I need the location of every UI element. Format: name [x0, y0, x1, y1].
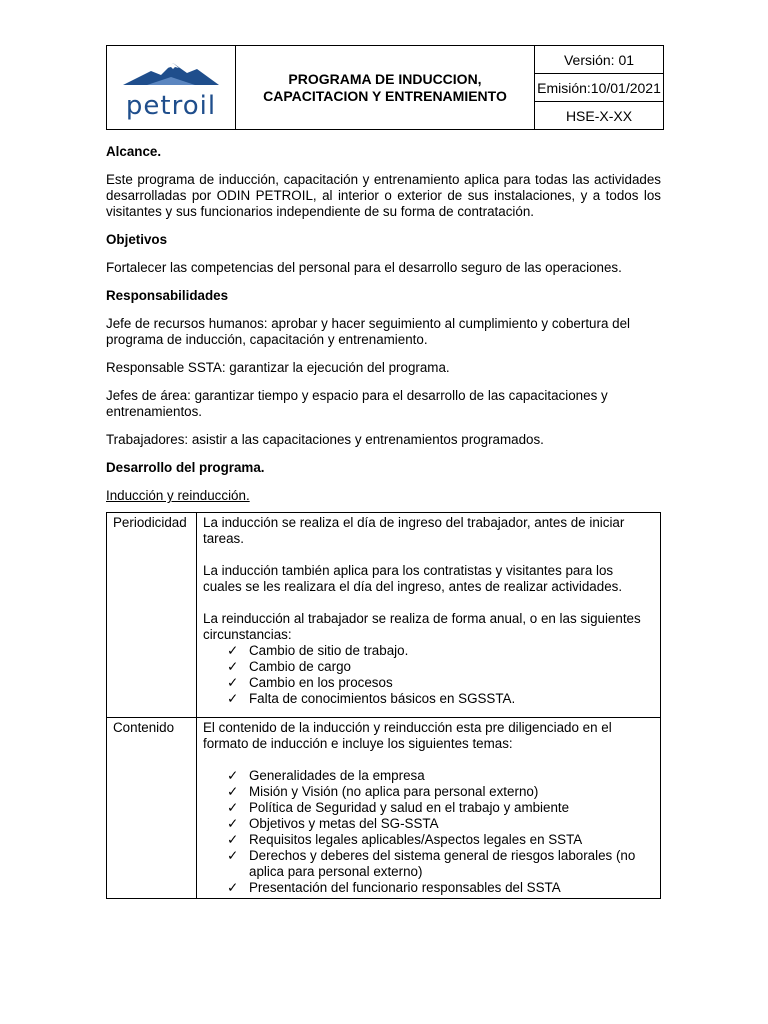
list-item: ✓ Objetivos y metas del SG-SSTA [227, 816, 439, 831]
list-item: ✓ Falta de conocimientos básicos en SGSSTA. [227, 691, 516, 706]
periodicidad-content [197, 513, 661, 718]
check-icon: ✓ [227, 800, 239, 815]
table-row [107, 718, 661, 899]
check-icon: ✓ [227, 832, 239, 847]
periodicidad-list [203, 643, 654, 707]
list-item: ✓ Derechos y deberes del sistema general de riesgos laborales (no aplica para personal externo) [227, 848, 636, 879]
list-item: ✓ Generalidades de la empresa [227, 768, 425, 783]
alcance-heading: Alcance. [106, 144, 162, 159]
objetivos-heading: Objetivos [106, 232, 168, 247]
check-icon: ✓ [227, 880, 239, 895]
list-item: ✓ Cambio de sitio de trabajo. [227, 643, 409, 658]
document-body [106, 144, 661, 899]
periodicidad-p3: La reinducción al trabajador se realiza de forma anual, o en las siguientes circunstancias: [203, 611, 641, 642]
check-icon: ✓ [227, 659, 239, 674]
responsabilidad-rrhh: Jefe de recursos humanos: aprobar y hacer seguimiento al cumplimiento y cobertura del programa de inducción, capacitación y entrenamiento. [106, 316, 630, 347]
periodicidad-p2: La inducción también aplica para los contratistas y visitantes para los cuales se les realizara el día del ingreso, antes de realizar actividades. [203, 563, 623, 594]
check-icon: ✓ [227, 768, 239, 783]
list-item: ✓ Política de Seguridad y salud en el trabajo y ambiente [227, 800, 570, 815]
document-header [106, 45, 664, 130]
contenido-p1: El contenido de la inducción y reinducción esta pre diligenciado en el formato de inducción e incluye los siguientes temas: [203, 720, 612, 751]
check-icon: ✓ [227, 643, 239, 658]
check-icon: ✓ [227, 848, 239, 863]
mountain-icon [121, 59, 221, 89]
logo-cell [107, 46, 236, 130]
contenido-content [197, 718, 661, 899]
code-cell: HSE-X-XX [535, 102, 664, 130]
check-icon: ✓ [227, 691, 239, 706]
periodicidad-label: Periodicidad [107, 513, 197, 718]
list-item: ✓ Requisitos legales aplicables/Aspectos legales en SSTA [227, 832, 583, 847]
contenido-list [203, 768, 654, 896]
periodicidad-p1: La inducción se realiza el día de ingreso del trabajador, antes de iniciar tareas. [203, 515, 625, 546]
list-item: ✓ Cambio en los procesos [227, 675, 393, 690]
document-title: PROGRAMA DE INDUCCION, CAPACITACION Y ENTRENAMIENTO [236, 46, 535, 130]
induccion-subheading: Inducción y reinducción. [106, 488, 250, 503]
list-item: ✓ Cambio de cargo [227, 659, 351, 674]
contenido-label: Contenido [107, 718, 197, 899]
version-cell: Versión: 01 [535, 46, 664, 74]
responsabilidad-trabajadores: Trabajadores: asistir a las capacitaciones y entrenamientos programados. [106, 432, 544, 447]
responsabilidad-ssta: Responsable SSTA: garantizar la ejecución del programa. [106, 360, 450, 375]
responsabilidades-heading: Responsabilidades [106, 288, 229, 303]
list-item: ✓ Presentación del funcionario responsables del SSTA [227, 880, 561, 895]
list-item: ✓ Misión y Visión (no aplica para personal externo) [227, 784, 539, 799]
logo-wordmark: petroil [125, 91, 217, 121]
induccion-table [106, 512, 661, 899]
check-icon: ✓ [227, 675, 239, 690]
check-icon: ✓ [227, 784, 239, 799]
desarrollo-heading: Desarrollo del programa. [106, 460, 265, 475]
responsabilidad-jefes: Jefes de área: garantizar tiempo y espacio para el desarrollo de las capacitaciones y entrenamientos. [106, 388, 608, 419]
table-row [107, 513, 661, 718]
check-icon: ✓ [227, 816, 239, 831]
company-logo [107, 47, 235, 128]
objetivos-text: Fortalecer las competencias del personal para el desarrollo seguro de las operaciones. [106, 260, 622, 275]
alcance-text: Este programa de inducción, capacitación y entrenamiento aplica para todas las actividades desarrolladas por ODIN PETROIL, al interior o exterior de sus instalaciones, y a todos los visitantes y sus funcionarios independiente de su forma de contratación. [106, 172, 661, 219]
emission-cell: Emisión:10/01/2021 [535, 74, 664, 102]
